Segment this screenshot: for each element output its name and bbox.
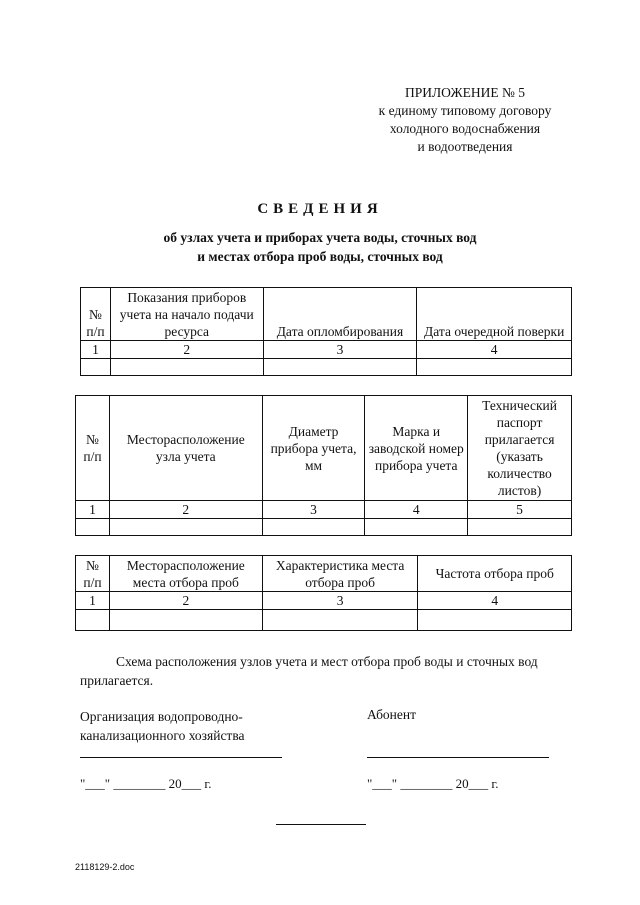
table-row [76,610,572,631]
abonent-signature-line [367,757,549,758]
number-cell: 5 [468,501,572,519]
table-header-row [76,556,572,592]
empty-cell [263,359,417,376]
table-number-row [81,341,572,359]
empty-cell [76,610,110,631]
header-cell: Диаметр прибора учета, мм [262,396,365,501]
table-row [81,359,572,376]
number-cell: 2 [110,341,263,359]
header-cell: Дата очередной поверки [417,288,572,341]
header-cell: Характеристика места отбора проб [262,556,418,592]
number-cell: 3 [262,592,418,610]
table-number-row [76,501,572,519]
organization-signature-line [80,757,282,758]
document-filename: 2118129-2.doc [75,862,135,872]
empty-cell [417,359,572,376]
meter-readings-table [80,287,572,376]
document-subtitle [0,228,640,266]
bottom-separator-line [276,824,366,825]
subtitle-line: и местах отбора проб воды, сточных вод [197,249,443,264]
abonent-label: Абонент [367,707,417,722]
empty-cell [468,519,572,536]
header-cell: Технический паспорт прилагается (указать количество листов) [468,396,572,501]
metering-nodes-table [75,395,572,536]
header-cell: Марка и заводской номер прибора учета [365,396,468,501]
number-cell: 2 [109,501,262,519]
scheme-paragraph: Схема расположения узлов учета и мест отбора проб воды и сточных вод прилагается. [80,654,538,688]
appendix-line: и водоотведения [417,139,513,154]
number-cell: 4 [417,341,572,359]
abonent-date: "___" ________ 20___ г. [367,776,499,791]
appendix-heading [330,84,600,156]
empty-cell [81,359,111,376]
subtitle-line: об узлах учета и приборах учета воды, сточных вод [163,230,477,245]
header-cell: № п/п [76,396,110,501]
table-header-row [81,288,572,341]
empty-cell [262,519,365,536]
empty-cell [365,519,468,536]
header-cell: Месторасположение места отбора проб [109,556,262,592]
table-row [76,519,572,536]
number-cell: 3 [263,341,417,359]
number-cell: 1 [76,501,110,519]
number-cell: 4 [365,501,468,519]
number-cell: 3 [262,501,365,519]
number-cell: 2 [109,592,262,610]
table-number-row [76,592,572,610]
organization-date: "___" ________ 20___ г. [80,776,212,791]
number-cell: 1 [81,341,111,359]
header-cell: № п/п [81,288,111,341]
appendix-line: к единому типовому договору [378,103,552,118]
table-header-row [76,396,572,501]
header-cell: № п/п [76,556,110,592]
header-cell: Дата опломбирования [263,288,417,341]
empty-cell [76,519,110,536]
empty-cell [418,610,572,631]
empty-cell [262,610,418,631]
empty-cell [109,610,262,631]
number-cell: 4 [418,592,572,610]
appendix-number: ПРИЛОЖЕНИЕ № 5 [404,85,526,100]
document-title: СВЕДЕНИЯ [257,201,383,217]
sampling-places-table [75,555,572,631]
number-cell: 1 [76,592,110,610]
header-cell: Показания приборов учета на начало подачи ресурса [110,288,263,341]
empty-cell [110,359,263,376]
empty-cell [109,519,262,536]
header-cell: Месторасположение узла учета [109,396,262,501]
header-cell: Частота отбора проб [418,556,572,592]
appendix-line: холодного водоснабжения [389,121,541,136]
organization-label: Организация водопроводно-канализационного хозяйства [80,709,245,743]
